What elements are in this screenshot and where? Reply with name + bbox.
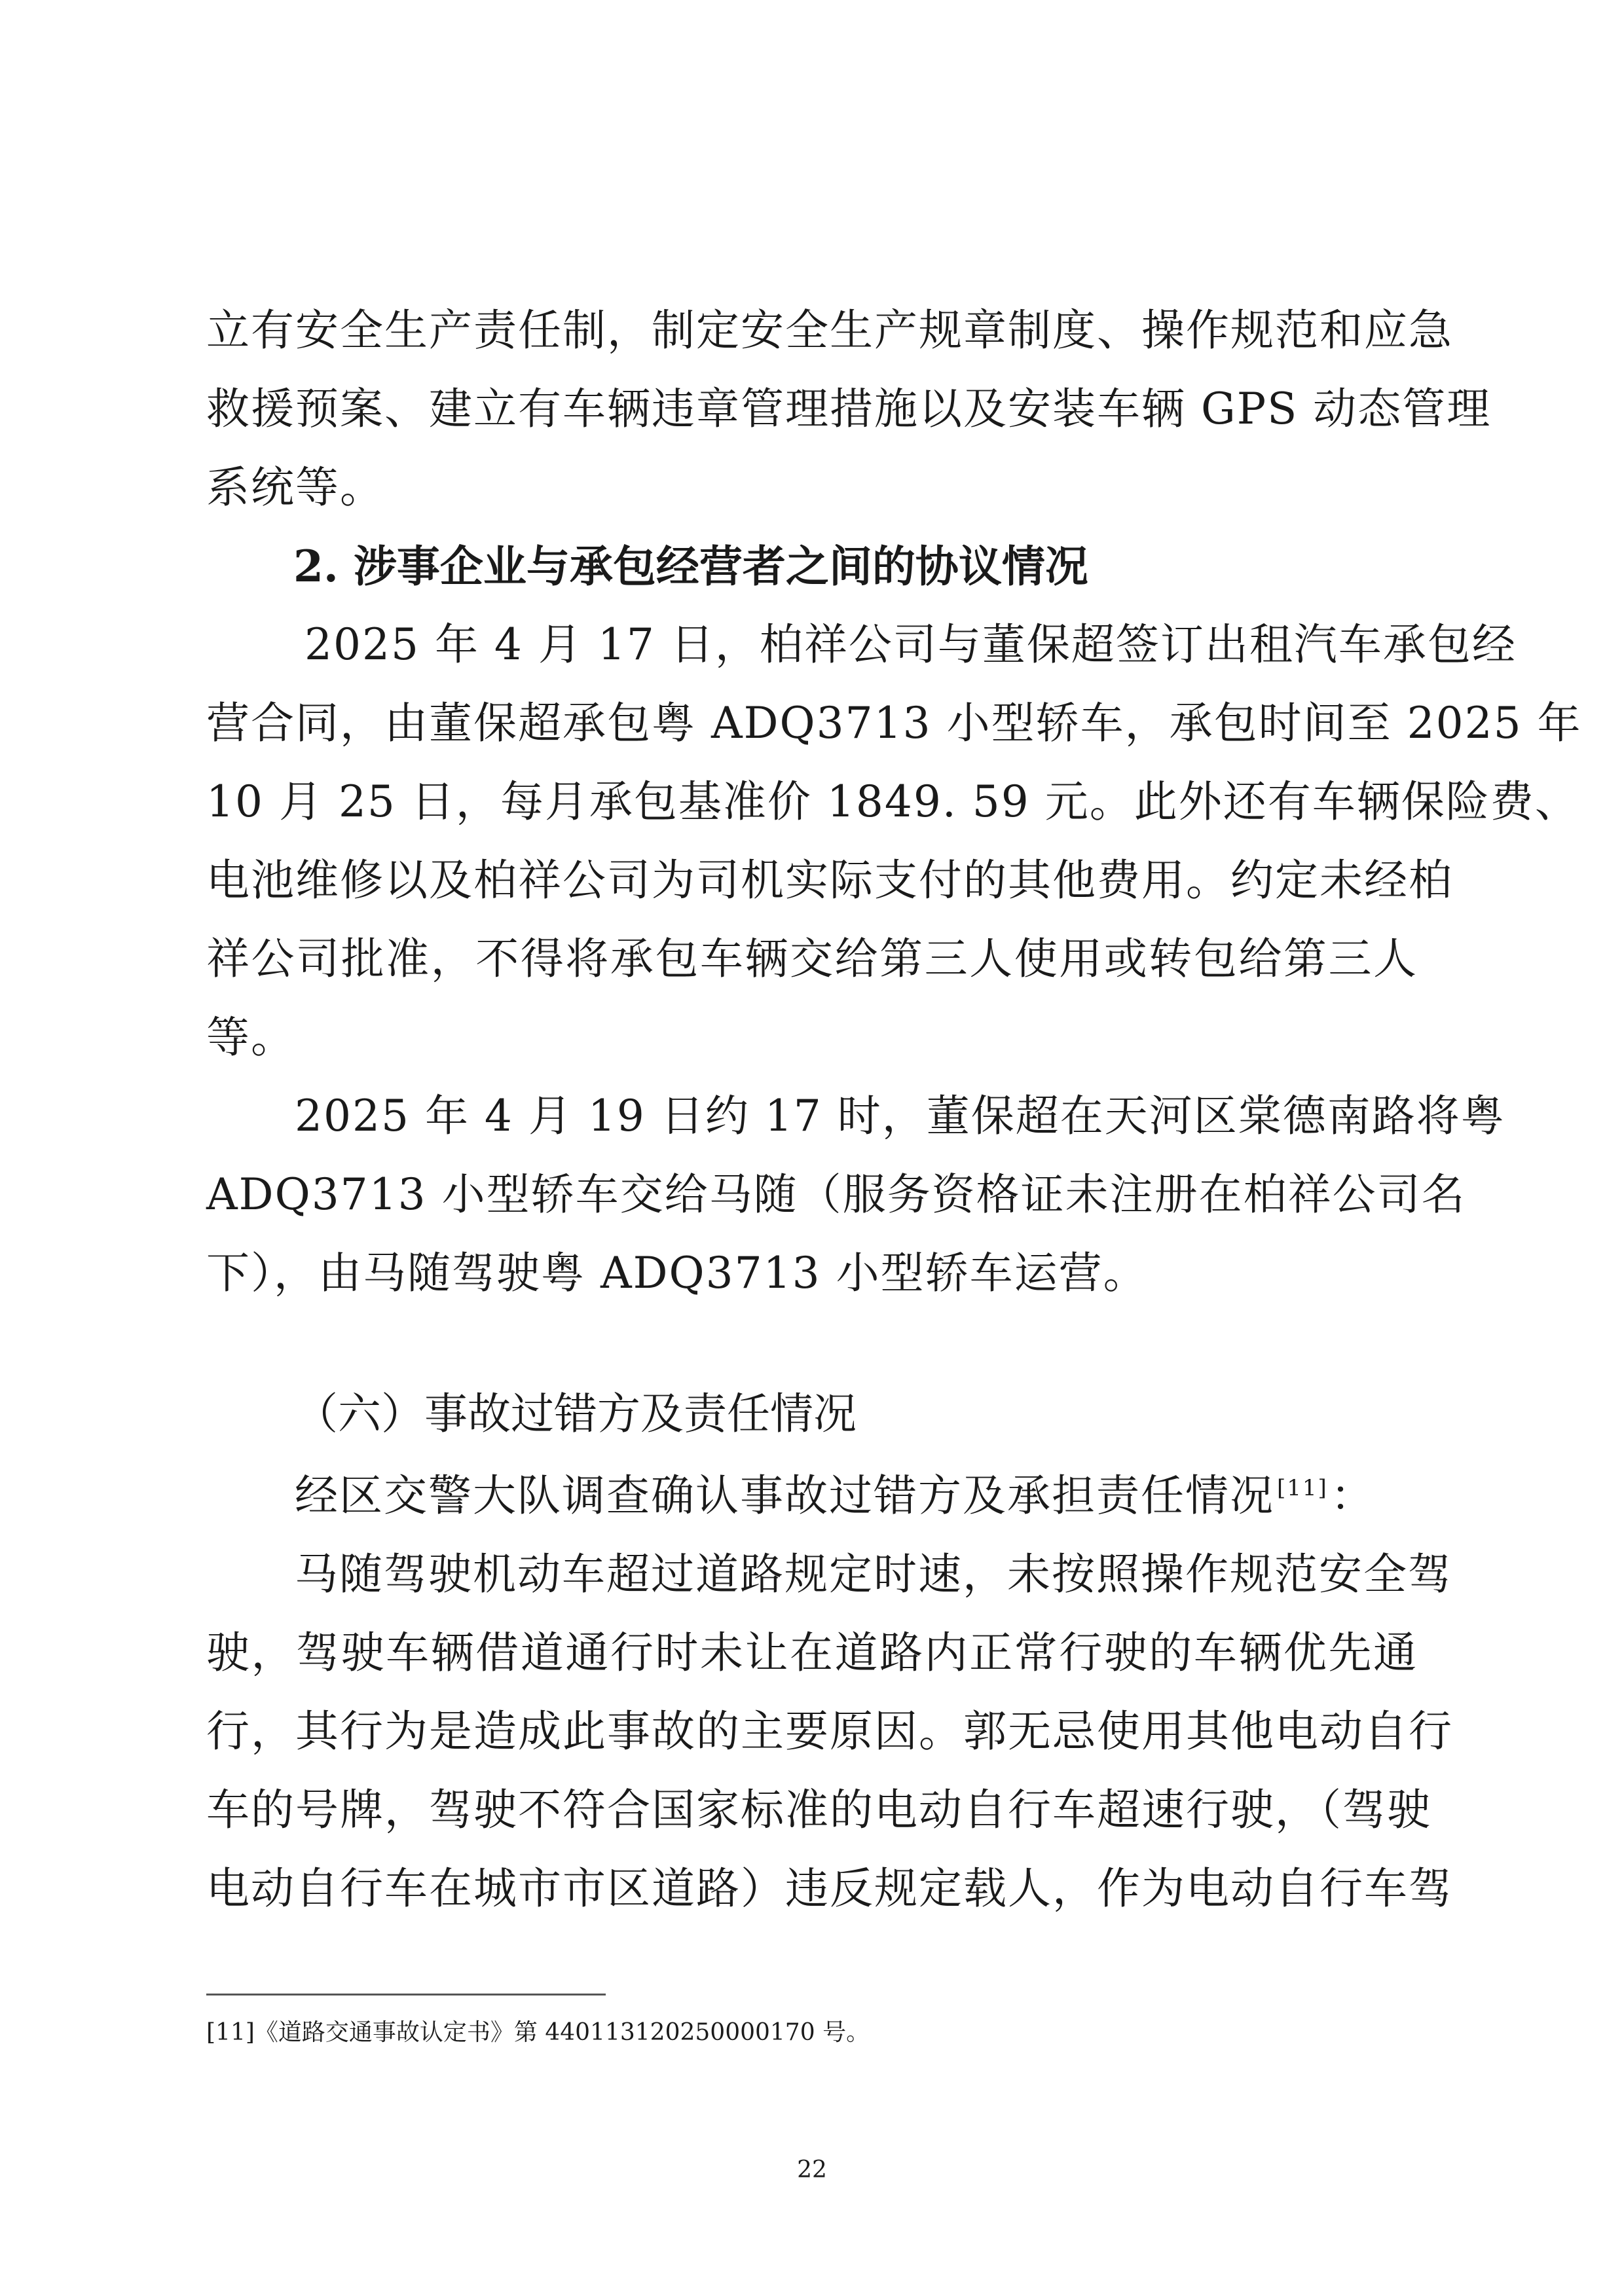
text-span: ： <box>1330 1470 1375 1521</box>
text-line: ADQ3713 小型轿车交给马随（服务资格证未注册在柏祥公司名 <box>206 1169 1466 1220</box>
subsection-heading: （六）事故过错方及责任情况 <box>295 1389 857 1439</box>
text-line: 下），由马随驾驶粤 ADQ3713 小型轿车运营。 <box>206 1248 1148 1298</box>
text-line: 10 月 25 日，每月承包基准价 1849. 59 元。此外还有车辆保险费、 <box>206 776 1579 827</box>
text-line: 2025 年 4 月 17 日，柏祥公司与董保超签订出租汽车承包经 <box>304 619 1517 670</box>
text-line: 营合同，由董保超承包粤 ADQ3713 小型轿车，承包时间至 2025 年 <box>206 698 1582 748</box>
text-line: 马随驾驶机动车超过道路规定时速，未按照操作规范安全驾 <box>295 1549 1452 1599</box>
text-line: 车的号牌，驾驶不符合国家标准的电动自行车超速行驶，（驾驶 <box>206 1785 1431 1835</box>
text-line <box>295 1463 1375 1529</box>
footnote: [11]《道路交通事故认定书》第 440113120250000170 号。 <box>206 2019 870 2046</box>
section-heading: 2. 涉事企业与承包经营者之间的协议情况 <box>293 541 1088 592</box>
text-line: 祥公司批准，不得将承包车辆交给第三人使用或转包给第三人 <box>206 934 1418 984</box>
footnote-reference: [11] <box>1277 1475 1328 1501</box>
footnote-divider <box>206 1994 606 1995</box>
text-line: 行，其行为是造成此事故的主要原因。郭无忌使用其他电动自行 <box>206 1706 1453 1757</box>
text-line: 救援预案、建立有车辆违章管理措施以及安装车辆 GPS 动态管理 <box>206 384 1492 434</box>
text-span: 经区交警大队调查确认事故过错方及承担责任情况 <box>295 1470 1274 1521</box>
text-line: 2025 年 4 月 19 日约 17 时，董保超在天河区棠德南路将粤 <box>295 1091 1505 1141</box>
text-line: 电池维修以及柏祥公司为司机实际支付的其他费用。约定未经柏 <box>206 855 1453 905</box>
page-number: 22 <box>797 2157 827 2183</box>
text-line: 立有安全生产责任制，制定安全生产规章制度、操作规范和应急 <box>206 305 1453 355</box>
text-line: 驶，驾驶车辆借道通行时未让在道路内正常行驶的车辆优先通 <box>206 1628 1418 1678</box>
text-line: 系统等。 <box>206 462 384 513</box>
text-line: 等。 <box>206 1012 295 1063</box>
text-line: 电动自行车在城市市区道路）违反规定载人，作为电动自行车驾 <box>206 1863 1453 1914</box>
